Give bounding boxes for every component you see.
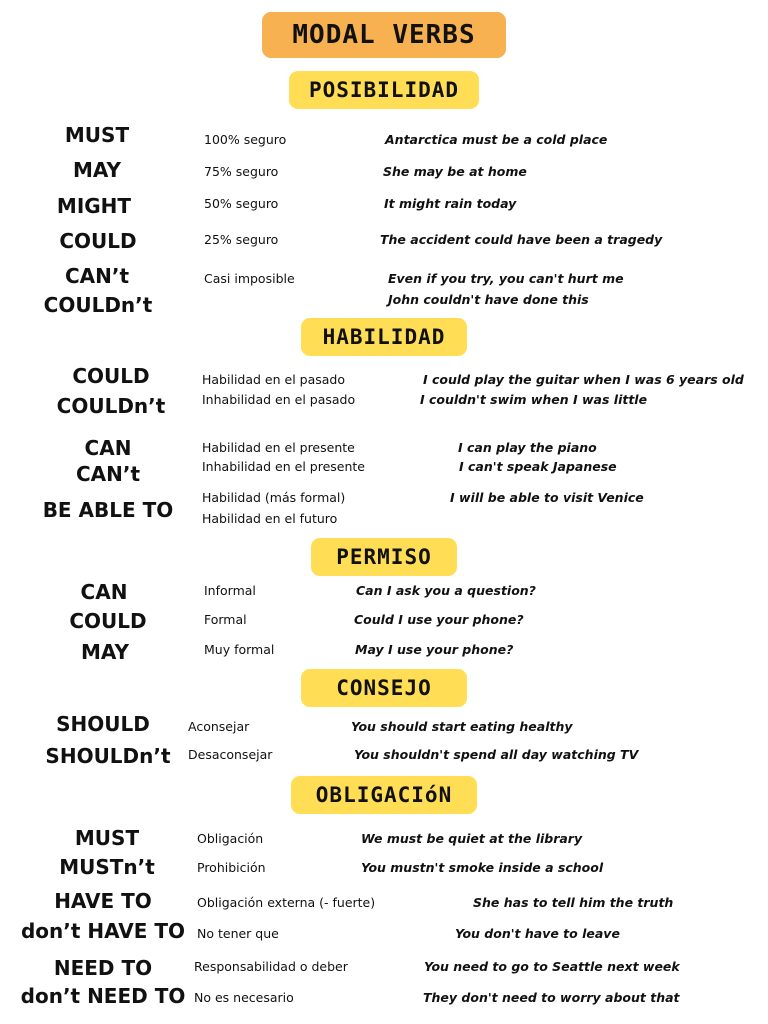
verb-label: MUSTn’t xyxy=(59,855,155,879)
meaning-text: Formal xyxy=(204,612,247,627)
example-sentence: Can I ask you a question? xyxy=(356,583,536,598)
meaning-text: Obligación externa (- fuerte) xyxy=(197,895,376,910)
meaning-text: Habilidad en el presente xyxy=(202,440,355,455)
example-sentence: They don't need to worry about that xyxy=(423,990,680,1005)
meaning-text: Inhabilidad en el presente xyxy=(202,459,365,474)
example-sentence: The accident could have been a tragedy xyxy=(380,232,663,247)
meaning-text: 100% seguro xyxy=(204,132,287,147)
example-sentence: Even if you try, you can't hurt me xyxy=(388,271,624,286)
meaning-text: 50% seguro xyxy=(204,196,279,211)
meaning-text: Aconsejar xyxy=(188,719,250,734)
example-sentence: You shouldn't spend all day watching TV xyxy=(354,747,639,762)
verb-label: NEED TO xyxy=(53,956,153,980)
verb-label: SHOULD xyxy=(56,712,150,736)
example-sentence: I can't speak Japanese xyxy=(459,459,617,474)
meaning-text: Casi imposible xyxy=(204,271,295,286)
example-sentence: I could play the guitar when I was 6 years old xyxy=(423,372,744,387)
page-title: MODAL VERBS xyxy=(262,12,506,58)
example-sentence: Antarctica must be a cold place xyxy=(385,132,608,147)
meaning-text: Prohibición xyxy=(197,860,266,875)
meaning-text: Responsabilidad o deber xyxy=(194,959,348,974)
verb-label: don’t HAVE TO xyxy=(20,919,186,943)
example-sentence: I will be able to visit Venice xyxy=(450,490,644,505)
verb-label: MIGHT xyxy=(56,194,132,218)
meaning-text: 75% seguro xyxy=(204,164,279,179)
example-sentence: It might rain today xyxy=(384,196,517,211)
meaning-text: No tener que xyxy=(197,926,279,941)
example-sentence: I couldn't swim when I was little xyxy=(420,392,648,407)
verb-label: COULD xyxy=(72,364,150,388)
verb-label: COULD xyxy=(69,609,147,633)
example-sentence: You need to go to Seattle next week xyxy=(424,959,680,974)
meaning-text: Obligación xyxy=(197,831,264,846)
verb-label: CAN’t xyxy=(75,462,141,486)
verb-label: MUST xyxy=(74,826,140,850)
verb-label: MAY xyxy=(81,640,129,664)
verb-label: BE ABLE TO xyxy=(42,498,174,522)
verb-label: COULDn’t xyxy=(43,293,153,317)
example-sentence: You should start eating healthy xyxy=(351,719,573,734)
meaning-text: Informal xyxy=(204,583,256,598)
verb-label: HAVE TO xyxy=(54,889,152,913)
section-heading-permiso: PERMISO xyxy=(311,538,457,576)
meaning-text: Habilidad en el futuro xyxy=(202,511,338,526)
verb-label: COULD xyxy=(59,229,137,253)
verb-label: MAY xyxy=(73,158,121,182)
verb-label: CAN xyxy=(84,436,132,460)
example-sentence: I can play the piano xyxy=(458,440,597,455)
meaning-text: Desaconsejar xyxy=(188,747,273,762)
meaning-text: Habilidad en el pasado xyxy=(202,372,345,387)
section-heading-habilidad: HABILIDAD xyxy=(301,318,467,356)
section-heading-obligacion: OBLIGACIóN xyxy=(291,776,477,814)
meaning-text: Inhabilidad en el pasado xyxy=(202,392,356,407)
example-sentence: She may be at home xyxy=(383,164,527,179)
meaning-text: 25% seguro xyxy=(204,232,279,247)
example-sentence: Could I use your phone? xyxy=(354,612,524,627)
verb-label: CAN xyxy=(80,580,128,604)
verb-label: don’t NEED TO xyxy=(20,984,186,1008)
section-heading-consejo: CONSEJO xyxy=(301,669,467,707)
example-sentence: We must be quiet at the library xyxy=(361,831,583,846)
example-sentence: You mustn't smoke inside a school xyxy=(361,860,604,875)
verb-label: COULDn’t xyxy=(56,394,166,418)
example-sentence: John couldn't have done this xyxy=(388,292,589,307)
section-heading-posibilidad: POSIBILIDAD xyxy=(289,71,479,109)
verb-label: MUST xyxy=(64,123,130,147)
meaning-text: Muy formal xyxy=(204,642,275,657)
example-sentence: You don't have to leave xyxy=(455,926,620,941)
example-sentence: May I use your phone? xyxy=(355,642,514,657)
meaning-text: No es necesario xyxy=(194,990,294,1005)
verb-label: SHOULDn’t xyxy=(45,744,171,768)
example-sentence: She has to tell him the truth xyxy=(473,895,674,910)
verb-label: CAN’t xyxy=(64,264,130,288)
meaning-text: Habilidad (más formal) xyxy=(202,490,346,505)
